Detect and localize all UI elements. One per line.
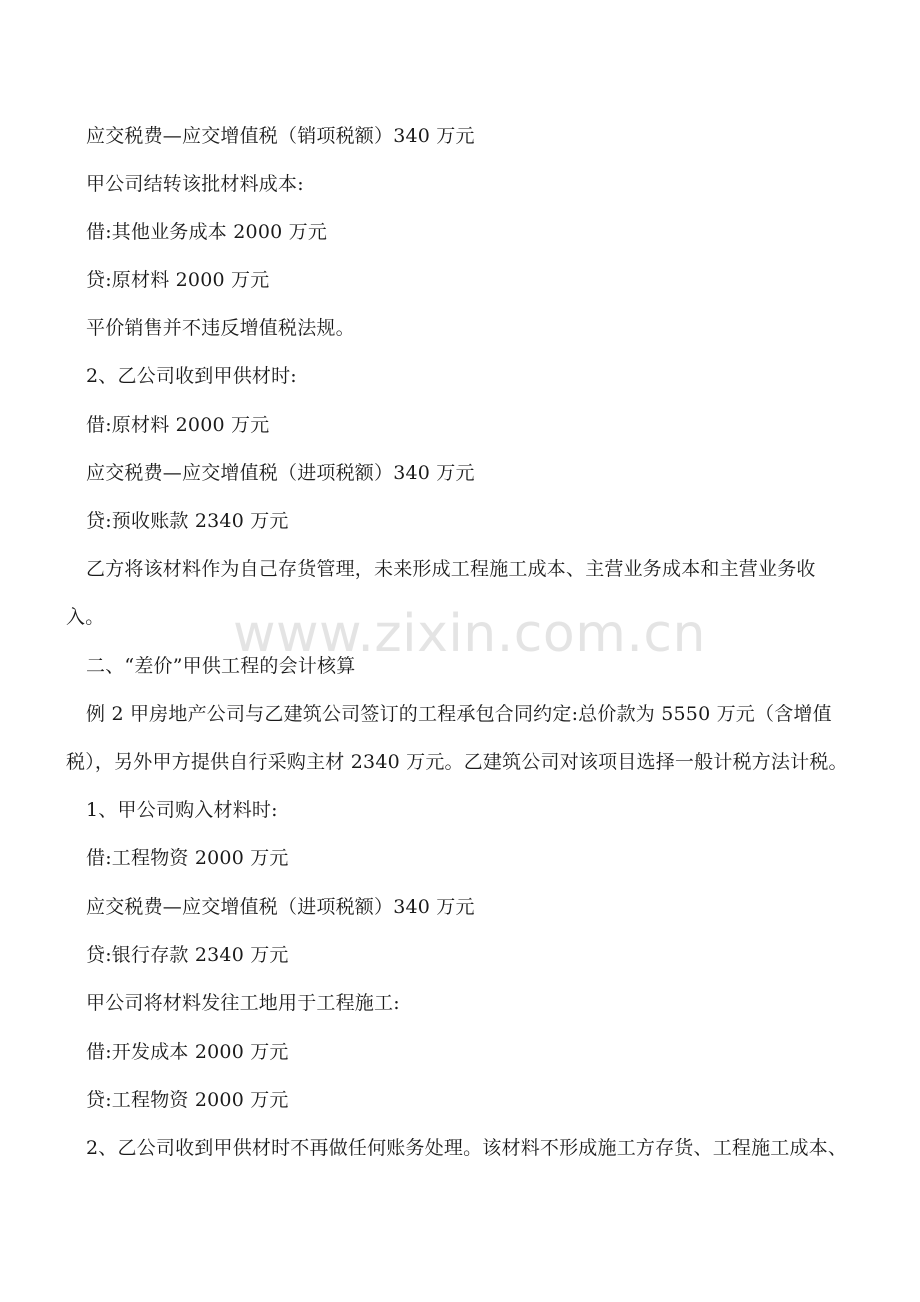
text-line: 例 2 甲房地产公司与乙建筑公司签订的工程承包合同约定:总价款为 5550 万元（含增值 — [86, 703, 832, 725]
section-heading: 二、“差价”甲供工程的会计核算 — [86, 655, 356, 677]
text-line: 1、甲公司购入材料时: — [86, 799, 278, 821]
text-line: 应交税费—应交增值税（进项税额）340 万元 — [86, 462, 475, 484]
text-line: 借:原材料 2000 万元 — [86, 414, 270, 436]
text-line: 贷:预收账款 2340 万元 — [86, 510, 289, 532]
text-line: 入。 — [66, 606, 105, 628]
text-line: 甲公司结转该批材料成本: — [86, 173, 304, 195]
text-line: 甲公司将材料发往工地用于工程施工: — [86, 992, 400, 1014]
text-line: 应交税费—应交增值税（进项税额）340 万元 — [86, 896, 475, 918]
text-line: 2、乙公司收到甲供材时: — [86, 365, 297, 387]
text-line: 借:开发成本 2000 万元 — [86, 1041, 289, 1063]
text-line: 平价销售并不违反增值税法规。 — [86, 317, 355, 339]
text-line: 贷:银行存款 2340 万元 — [86, 944, 289, 966]
watermark: www.zixin.com.cn — [233, 604, 706, 664]
text-line: 乙方将该材料作为自己存货管理，未来形成工程施工成本、主营业务成本和主营业务收 — [86, 558, 816, 580]
text-line: 借:工程物资 2000 万元 — [86, 847, 289, 869]
text-line: 贷:工程物资 2000 万元 — [86, 1089, 289, 1111]
text-line: 税），另外甲方提供自行采购主材 2340 万元。乙建筑公司对该项目选择一般计税方法计税。 — [66, 751, 848, 773]
text-line: 借:其他业务成本 2000 万元 — [86, 221, 328, 243]
text-line: 2、乙公司收到甲供材时不再做任何账务处理。该材料不形成施工方存货、工程施工成本、 — [86, 1137, 848, 1159]
text-line: 贷:原材料 2000 万元 — [86, 269, 270, 291]
text-line: 应交税费—应交增值税（销项税额）340 万元 — [86, 125, 475, 147]
